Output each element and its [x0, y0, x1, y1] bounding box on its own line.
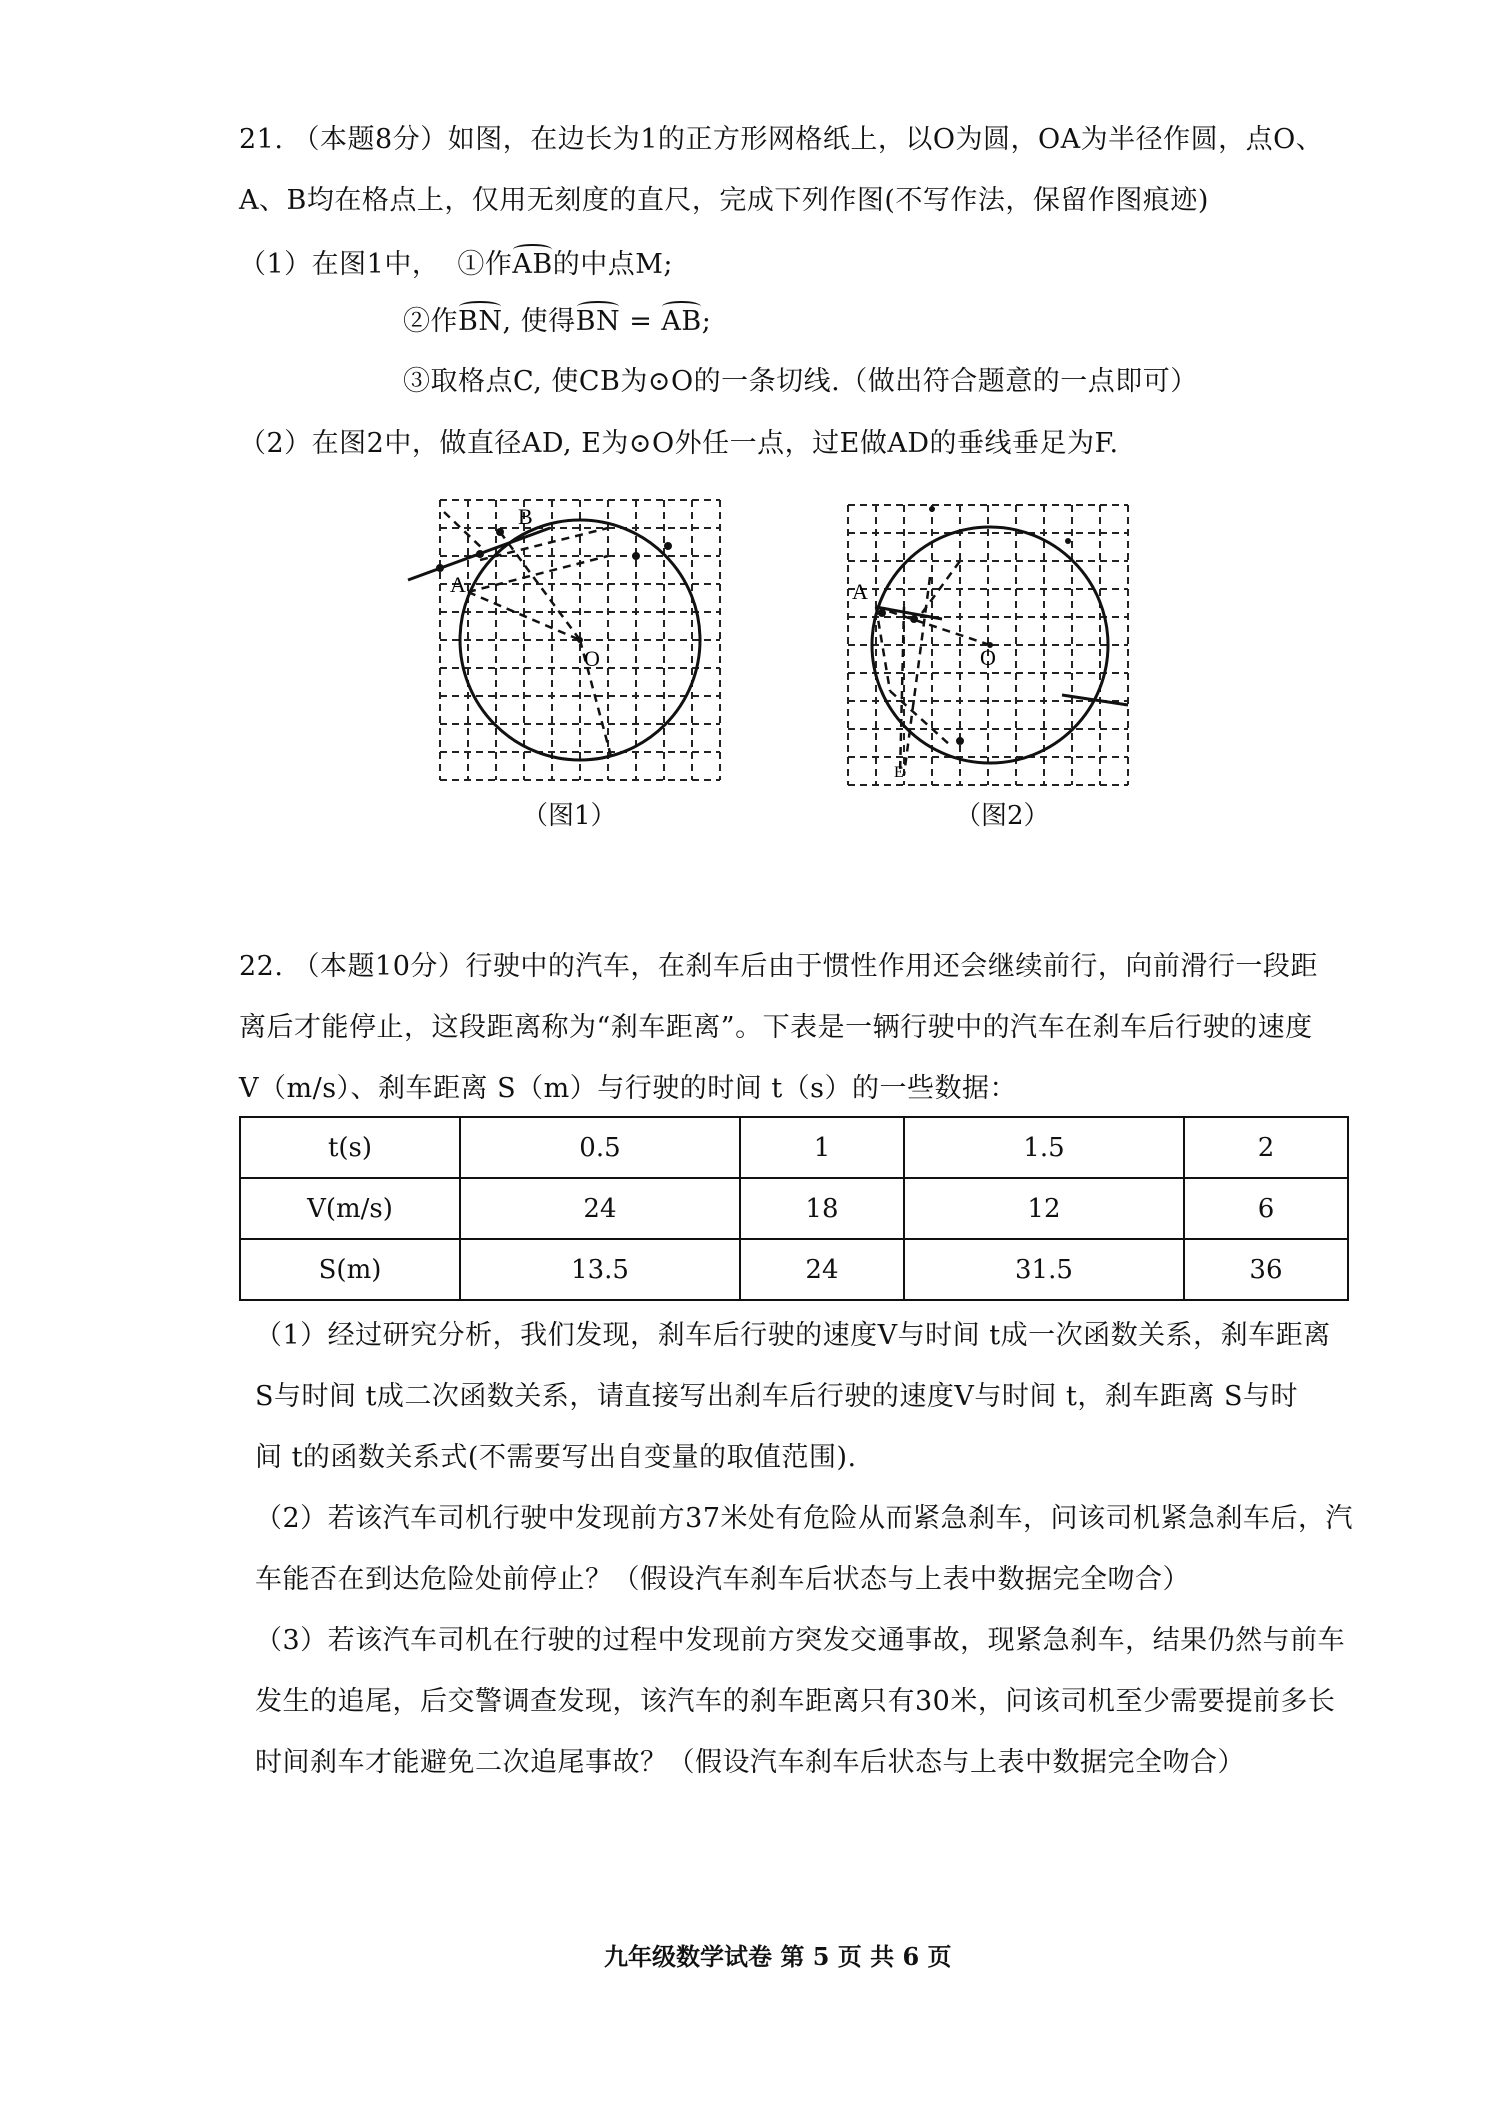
figure-1-label-b: B: [518, 504, 533, 529]
q22-part1-line1: （1）经过研究分析，我们发现，刹车后行驶的速度V与时间 t成一次函数关系，刹车距离: [255, 1320, 1331, 1351]
q22-part3-line3: 时间刹车才能避免二次追尾事故？（假设汽车刹车后状态与上表中数据完全吻合）: [255, 1747, 1245, 1778]
arc-bn-notation-2: BN: [576, 302, 620, 342]
row-header-t: t(s): [240, 1117, 460, 1178]
q22-stem-line3: V（m/s）、刹车距离 S（m）与行驶的时间 t（s）的一些数据：: [239, 1073, 1018, 1104]
figure-2: [830, 495, 1160, 795]
q21-part1-item2: [403, 302, 711, 342]
q22-stem-line2: 离后才能停止，这段距离称为“刹车距离”。下表是一辆行驶中的汽车在刹车后行驶的速度: [239, 1012, 1313, 1043]
figure-1-label-a: A: [450, 572, 466, 597]
page-footer: 九年级数学试卷 第 5 页 共 6 页: [604, 1942, 952, 1971]
q22-part1-line3: 间 t的函数关系式(不需要写出自变量的取值范围).: [255, 1442, 857, 1473]
table-cell: 6: [1184, 1178, 1348, 1239]
q22-stem-line1: 22. （本题10分）行驶中的汽车，在刹车后由于惯性作用还会继续前行，向前滑行一段距: [239, 951, 1318, 982]
table-row: [240, 1178, 1348, 1239]
figure-1: [400, 488, 740, 798]
q21-stem-line1: 21. （本题8分）如图，在边长为1的正方形网格纸上，以O为圆，OA为半径作圆，点O、: [239, 124, 1324, 155]
table-cell: 24: [460, 1178, 740, 1239]
figure-1-caption: （图1）: [522, 801, 617, 831]
data-table: [239, 1116, 1349, 1301]
item1-text-a: ①作: [457, 249, 513, 280]
table-cell: 31.5: [904, 1239, 1184, 1300]
q21-part1-prefix: （1）在图1中，: [239, 249, 440, 280]
table-row: [240, 1117, 1348, 1178]
figure-2-caption: （图2）: [955, 801, 1050, 831]
figure-2-points: [878, 506, 1071, 745]
table-cell: 1: [740, 1117, 904, 1178]
item2-text-a: ②作: [403, 306, 458, 337]
table-cell: 12: [904, 1178, 1184, 1239]
item1-text-b: 的中点M;: [552, 249, 673, 280]
q21-stem-line2: A、B均在格点上，仅用无刻度的直尺，完成下列作图(不写作法，保留作图痕迹): [239, 185, 1209, 216]
item2-text-b: , 使得: [502, 306, 576, 337]
figure-2-label-a: A: [852, 579, 868, 604]
table-cell: 1.5: [904, 1117, 1184, 1178]
table-row: [240, 1239, 1348, 1300]
figure-1-construction: [444, 512, 612, 760]
arc-bn-notation: BN: [458, 302, 502, 342]
q22-part2-line1: （2）若该汽车司机行驶中发现前方37米处有危险从而紧急刹车，问该司机紧急刹车后，汽: [255, 1503, 1354, 1534]
q22-part3-line1: （3）若该汽车司机在行驶的过程中发现前方突发交通事故，现紧急刹车，结果仍然与前车: [255, 1625, 1346, 1656]
row-header-s: S(m): [240, 1239, 460, 1300]
table-cell: 18: [740, 1178, 904, 1239]
row-header-v: V(m/s): [240, 1178, 460, 1239]
item2-text-c: =: [620, 306, 662, 337]
table-cell: 0.5: [460, 1117, 740, 1178]
q21-part2: （2）在图2中，做直径AD, E为⊙O外任一点，过E做AD的垂线垂足为F.: [239, 428, 1119, 459]
table-cell: 2: [1184, 1117, 1348, 1178]
arc-ab-notation-2: AB: [661, 302, 701, 342]
figure-2-label-o: O: [980, 645, 996, 670]
table-cell: 13.5: [460, 1239, 740, 1300]
q21-part1-item3: ③取格点C, 使CB为⊙O的一条切线.（做出符合题意的一点即可）: [403, 366, 1198, 397]
figure-2-label-e: E: [894, 764, 904, 781]
arc-ab-notation: AB: [512, 245, 552, 285]
item2-text-d: ;: [701, 306, 712, 337]
q22-part2-line2: 车能否在到达危险处前停止？（假设汽车刹车后状态与上表中数据完全吻合）: [255, 1564, 1190, 1595]
table-cell: 36: [1184, 1239, 1348, 1300]
q22-part3-line2: 发生的追尾，后交警调查发现，该汽车的刹车距离只有30米，问该司机至少需要提前多长: [255, 1686, 1336, 1717]
table-cell: 24: [740, 1239, 904, 1300]
q21-part1-item1: [239, 245, 673, 285]
q22-part1-line2: S与时间 t成二次函数关系，请直接写出刹车后行驶的速度V与时间 t，刹车距离 S与时: [255, 1381, 1298, 1412]
figure-1-label-o: O: [584, 646, 600, 671]
